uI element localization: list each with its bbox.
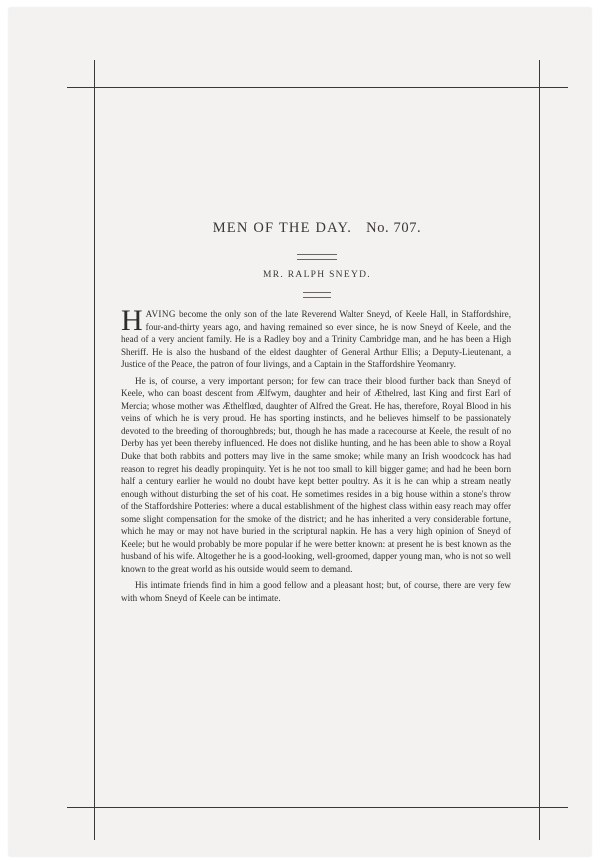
paragraph-1-text: become the only son of the late Reverend Walter Sneyd, of Keele Hall, in Staffordshire, four-and-thirty years ago, and having remained so ever since, he is now Sneyd of Keele, and the head of a very ancient family. He is a Radley boy and a Trinity Cambridge man, and he has been a High Sheriff. He is also the husband of the eldest daughter of General Arthur Ellis; a Deputy-Lieutenant, a Justice of the Peace, the patron of four livings, and a Captain in the Staffordshire Yeomanry. — [121, 309, 511, 370]
series-title: MEN OF THE DAY. — [212, 220, 353, 236]
page-sheet — [9, 8, 591, 856]
article-body — [121, 304, 511, 609]
paragraph-2: He is, of course, a very important person; for few can trace their blood further back than Sneyd of Keele, who can boast descent from Ælfwym, daughter and heir of Æthelred, last King and first Earl of Mercia; whose mother was Æthelflœd, daughter of Alfred the Great. He has, therefore, Royal Blood in his veins of which he is very proud. He has sporting instincts, and he believes himself to be passionately devoted to the breeding of thoroughbreds; but, though he has made a racecourse at Keele, the result of no Derby has yet been thereby influenced. He does not dislike hunting, and he has been able to show a Royal Duke that both rabbits and potters may live in the same smoke; while many an Irish woodcock has had reason to regret his deadly propinquity. Yet is he not too small to kill bigger game; and had he been born half a century earlier he would no doubt have kept better poultry. As it is he can whip a stream neatly enough without disturbing the set of his coat. He sometimes resides in a big house within a stone's throw of the Staffordshire Potteries: where a ducal establishment of the highest class within easy reach may offer some slight compensation for the smoke of the district; and he has inherited a very considerable fortune, which he may or may not have buried in the scriptural napkin. He has a very high opinion of Sneyd of Keele; but he would probably be more popular if he were better known: at present he is best known as the husband of his wife. Altogether he is a good-looking, well-groomed, dapper young man, who is not so well known to the great world as his outside would seem to demand. — [121, 375, 511, 574]
page-title — [95, 220, 539, 237]
paragraph-1 — [121, 304, 511, 371]
right-border-rule — [539, 60, 540, 840]
title-divider — [297, 254, 337, 260]
subject-divider — [303, 292, 331, 298]
bottom-border-rule — [67, 807, 568, 808]
drop-cap: H — [121, 304, 143, 337]
left-border-rule — [94, 60, 95, 840]
paragraph-3: His intimate friends find in him a good fellow and a pleasant host; but, of course, there are very few with whom Sneyd of Keele can be intimate. — [121, 580, 511, 604]
subject-name: MR. RALPH SNEYD. — [263, 270, 371, 280]
first-word: AVING — [145, 309, 176, 319]
issue-number: No. 707. — [366, 220, 422, 236]
top-border-rule — [67, 87, 568, 88]
